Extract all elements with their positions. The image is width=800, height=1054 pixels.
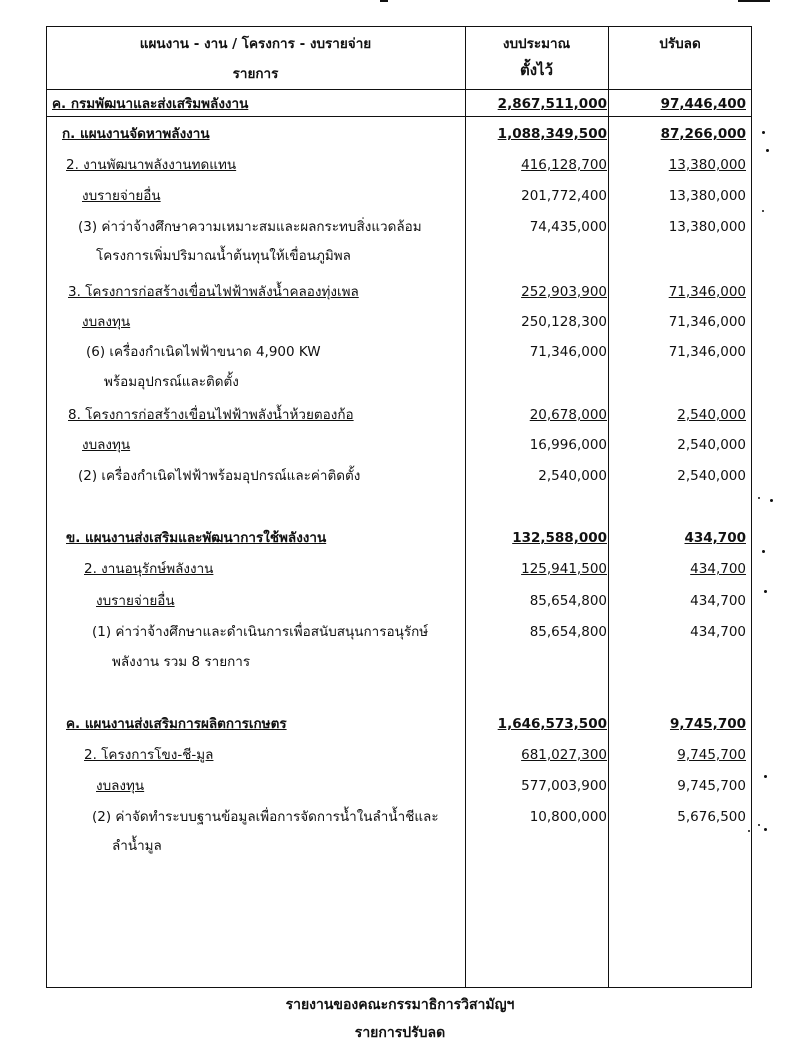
- row-label: (2) เครื่องกำเนิดไฟฟ้าพร้อมอุปกรณ์และค่าติดตั้ง: [78, 468, 361, 484]
- row-label: (3) ค่าว่าจ้างศึกษาความเหมาะสมและผลกระทบสิ่งแวดล้อม: [78, 219, 422, 235]
- row-cut: 5,676,500: [677, 809, 746, 825]
- row-budget: 132,588,000: [512, 530, 607, 546]
- row-label-cont: พร้อมอุปกรณ์และติดตั้ง: [104, 374, 239, 390]
- row-label: ค. กรมพัฒนาและส่งเสริมพลังงาน: [52, 96, 249, 112]
- scan-speck: [766, 149, 769, 152]
- row-budget: 681,027,300: [521, 747, 607, 763]
- row-budget: 250,128,300: [521, 314, 607, 330]
- row-cut: 13,380,000: [668, 157, 746, 173]
- row-budget: 2,540,000: [538, 468, 607, 484]
- row-label: (2) ค่าจัดทำระบบฐานข้อมูลเพื่อการจัดการน้ำในลำน้ำชีและ: [92, 809, 439, 825]
- scan-speck: [770, 499, 773, 502]
- row-budget: 125,941,500: [521, 561, 607, 577]
- scan-speck: [764, 590, 767, 593]
- row-label: ก. แผนงานจัดหาพลังงาน: [62, 126, 210, 142]
- row-label: งบลงทุน: [82, 437, 131, 453]
- scan-speck: [748, 830, 750, 832]
- row-budget: 85,654,800: [529, 593, 607, 609]
- row-label: 8. โครงการก่อสร้างเขื่อนไฟฟ้าพลังน้ำห้วยตองก้อ: [68, 407, 354, 423]
- scan-speck: [764, 775, 767, 778]
- header-col3: ปรับลด: [659, 36, 701, 52]
- row-label: 2. โครงการโขง-ชี-มูล: [84, 747, 214, 763]
- row-label-cont: ลำน้ำมูล: [112, 838, 162, 854]
- row-budget: 20,678,000: [529, 407, 607, 423]
- row-cut: 9,745,700: [677, 747, 746, 763]
- scan-mark: [380, 0, 388, 2]
- row-cut: 434,700: [690, 624, 746, 640]
- row-label: 2. งานพัฒนาพลังงานทดแทน: [66, 157, 237, 173]
- footer-title: รายงานของคณะกรรมาธิการวิสามัญฯ: [285, 997, 515, 1013]
- row-cut: 2,540,000: [677, 407, 746, 423]
- scan-mark: [738, 0, 770, 2]
- row-divider: [46, 116, 752, 117]
- row-budget: 71,346,000: [529, 344, 607, 360]
- row-label: (6) เครื่องกำเนิดไฟฟ้าขนาด 4,900 KW: [86, 344, 321, 360]
- row-cut: 434,700: [684, 530, 746, 546]
- row-label: งบรายจ่ายอื่น: [82, 188, 161, 204]
- row-budget: 74,435,000: [529, 219, 607, 235]
- row-cut: 9,745,700: [669, 716, 746, 732]
- row-label: ข. แผนงานส่งเสริมและพัฒนาการใช้พลังงาน: [66, 530, 327, 546]
- header-col1-line2: รายการ: [232, 66, 279, 82]
- row-budget: 201,772,400: [521, 188, 607, 204]
- row-budget: 252,903,900: [521, 284, 607, 300]
- row-budget: 416,128,700: [521, 157, 607, 173]
- scan-speck: [762, 131, 765, 134]
- row-label: (1) ค่าว่าจ้างศึกษาและดำเนินการเพื่อสนับสนุนการอนุรักษ์: [92, 624, 429, 640]
- row-cut: 2,540,000: [677, 437, 746, 453]
- scan-speck: [764, 828, 767, 831]
- row-cut: 71,346,000: [668, 344, 746, 360]
- scan-speck: [758, 497, 760, 499]
- row-cut: 2,540,000: [677, 468, 746, 484]
- column-divider: [608, 26, 609, 988]
- row-cut: 9,745,700: [677, 778, 746, 794]
- row-cut: 434,700: [690, 593, 746, 609]
- scan-speck: [762, 210, 764, 212]
- scan-speck: [758, 824, 760, 826]
- row-cut: 97,446,400: [660, 96, 746, 112]
- header-col2-line1: งบประมาณ: [502, 36, 571, 52]
- column-divider: [465, 26, 466, 988]
- row-label: 3. โครงการก่อสร้างเขื่อนไฟฟ้าพลังน้ำคลองทุ่งเพล: [68, 284, 359, 300]
- row-cut: 87,266,000: [660, 126, 746, 142]
- row-cut: 13,380,000: [668, 219, 746, 235]
- row-budget: 577,003,900: [521, 778, 607, 794]
- row-budget: 2,867,511,000: [497, 96, 607, 112]
- row-label: งบลงทุน: [82, 314, 131, 330]
- row-cut: 71,346,000: [668, 314, 746, 330]
- header-col1-line1: แผนงาน - งาน / โครงการ - งบรายจ่าย: [139, 36, 372, 52]
- row-budget: 1,088,349,500: [497, 126, 607, 142]
- row-budget: 16,996,000: [529, 437, 607, 453]
- header-divider: [46, 89, 752, 90]
- row-label: งบลงทุน: [96, 778, 145, 794]
- row-budget: 10,800,000: [529, 809, 607, 825]
- scan-speck: [762, 550, 765, 553]
- footer-subtitle: รายการปรับลด: [354, 1025, 446, 1041]
- header-col2-line2: ตั้งไว้: [519, 61, 554, 79]
- row-label-cont: โครงการเพิ่มปริมาณน้ำต้นทุนให้เขื่อนภูมิพล: [96, 248, 351, 264]
- row-budget: 85,654,800: [529, 624, 607, 640]
- row-label: ค. แผนงานส่งเสริมการผลิตการเกษตร: [66, 716, 287, 732]
- row-label: งบรายจ่ายอื่น: [96, 593, 175, 609]
- row-cut: 434,700: [690, 561, 746, 577]
- row-cut: 71,346,000: [668, 284, 746, 300]
- row-label-cont: พลังงาน รวม 8 รายการ: [112, 654, 251, 670]
- row-cut: 13,380,000: [668, 188, 746, 204]
- row-label: 2. งานอนุรักษ์พลังงาน: [84, 561, 214, 577]
- row-budget: 1,646,573,500: [497, 716, 607, 732]
